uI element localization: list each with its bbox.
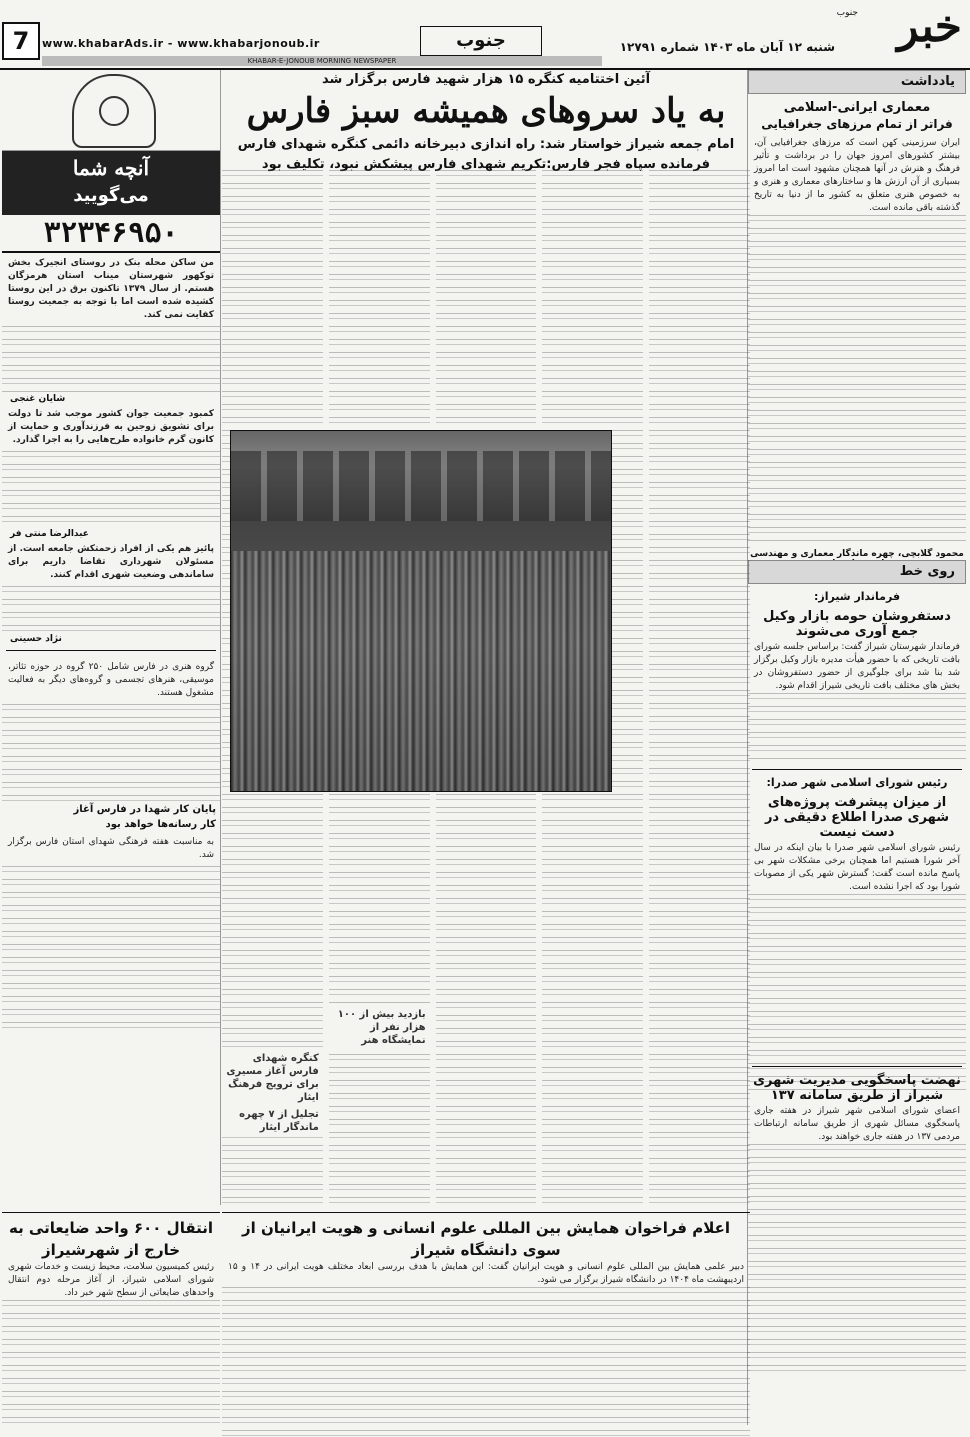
main-headline[interactable]: به یاد سروهای همیشه سبز فارس bbox=[246, 91, 726, 131]
main-kicker: آئین اختتامیه کنگره ۱۵ هزار شهید فارس برگزار شد bbox=[321, 72, 651, 87]
column-article: گروه هنری در فارس شامل ۲۵۰ گروه در حوزه تئاتر، موسیقی، هنرهای تجسمی و گروه‌های دیگر به فعالیت مشغول هستند. bbox=[8, 662, 214, 698]
divider bbox=[6, 650, 216, 651]
masthead-logo[interactable]: خبر bbox=[897, 1, 962, 52]
reader-message-continued bbox=[2, 451, 220, 529]
university-body: دبیر علمی همایش بین المللی علوم انسانی و هویت ایرانیان گفت: این همایش با هدف بررسی ابعاد مختلف هویت ایرانی در ۱۴ و ۱۵ اردیبهشت ماه ۱۴۰۴ در دانشگاه شیراز برگزار می شود. bbox=[228, 1262, 744, 1285]
dial-icon bbox=[99, 96, 129, 126]
reader-voice-sub: می‌گویید bbox=[73, 185, 149, 206]
page-number: 7 bbox=[2, 22, 40, 60]
column-subheading: کار رسانه‌ها خواهد بود bbox=[2, 817, 220, 832]
column-article-continued bbox=[2, 704, 220, 802]
accountability-body-continued bbox=[748, 1144, 966, 1374]
main-article bbox=[222, 70, 750, 1210]
reader-phone-number[interactable]: ۳۲۳۴۶۹۵۰ bbox=[2, 215, 220, 253]
main-deck-1: امام جمعه شیراز خواستار شد: راه اندازی دبیرخانه دائمی کنگره شهدای فارس bbox=[237, 137, 735, 152]
body-subheading: بازدید بیش از ۱۰۰ هزار نفر از نمایشگاه هنر bbox=[329, 1006, 430, 1049]
masthead-sub: جنوب bbox=[836, 8, 858, 18]
note-body: ایران سرزمینی کهن است که مرزهای جغرافیایی آن، بیشتر کشورهای امروز جهان را در برداشت و تأثیر فرهنگ و هنرش در آنها همچنان مشهود است اما امروز بسیاری از آن ارزش ها و ساختارهای معماری و هنری و به خصوص هنری متعلق به کشور ما از دنیا به تاریخ گذشته باقی مانده است. bbox=[754, 138, 960, 213]
section-name: جنوب bbox=[420, 26, 542, 56]
english-strip: KHABAR-E-JONOUB MORNING NEWSPAPER bbox=[42, 56, 602, 66]
divider bbox=[752, 769, 962, 770]
page-header bbox=[0, 0, 970, 70]
note-subtitle: فراتر از تمام مرزهای جغرافیایی bbox=[761, 117, 953, 131]
item1-body-continued bbox=[748, 693, 966, 763]
note-body-continued bbox=[748, 215, 966, 545]
reader-voice-title: آنچه شما bbox=[72, 156, 150, 180]
accountability-body: اعضای شورای اسلامی شهر شیراز در هفته جاری پاسخگوی مسائل شهری از طریق سامانه ارتباطات مردمی ۱۳۷ در هفته جاری خواهند بود. bbox=[754, 1106, 960, 1142]
divider bbox=[752, 1066, 962, 1067]
waste-body-continued bbox=[2, 1300, 220, 1430]
reader-message-continued bbox=[2, 326, 220, 394]
on-line-header: روی خط bbox=[748, 560, 966, 584]
item2-body: رئیس شورای اسلامی شهر صدرا با بیان اینکه در سال آخر شورا هستیم اما همچنان برخی مشکلات شهر بی پاسخ مانده است گفت: گسترش شهر یکی از مصوبات شورا بود که اجرا نشده است. bbox=[754, 843, 960, 892]
body-subheading: تجلیل از ۷ چهره ماندگار ایثار bbox=[222, 1106, 323, 1136]
item2-kicker: رئیس شورای اسلامی شهر صدرا: bbox=[766, 776, 948, 789]
telephone-icon bbox=[72, 74, 156, 148]
on-line-box bbox=[748, 560, 966, 1094]
photo-audience bbox=[231, 551, 611, 791]
reader-message: من ساکن محله بنک در روستای انجیرک بخش توکهور شهرستان میناب استان هرمزگان هستم. از سال ۱۳۷۹ تاکنون برق در این روستا کشیده شده است اما با توجه به جمعیت روستا کفایت نمی کند. bbox=[8, 258, 214, 320]
body-subheading: کنگره شهدای فارس آغاز مسیری برای ترویج فرهنگ ایثار bbox=[222, 1050, 323, 1106]
item1-body: فرماندار شهرستان شیراز گفت: براساس جلسه شورای بافت تاریخی که با حضور هیأت مدیره بازار وکیل برگزار شد بنا شد برای جلوگیری از حضور دستفروشان در بخش های مختلف بافت تاریخی شیراز اقدام شود. bbox=[754, 642, 960, 691]
item1-kicker: فرماندار شیراز: bbox=[813, 590, 901, 603]
reader-message: پائیز هم یکی از افراد زحمتکش جامعه است. از مسئولان شهرداری تقاضا داریم برای ساماندهی وضعیت شهری اقدام کنند. bbox=[8, 544, 214, 580]
reader-signature: شایان غنجی bbox=[10, 394, 66, 404]
photo-stage bbox=[231, 451, 611, 521]
reader-voice-banner bbox=[2, 151, 220, 215]
reader-message-continued bbox=[2, 586, 220, 634]
university-headline[interactable]: اعلام فراخوان همایش بین المللی علوم انسانی و هویت ایرانیان از سوی دانشگاه شیراز bbox=[242, 1219, 730, 1259]
reader-signature: نژاد حسینی bbox=[10, 634, 62, 644]
item2-headline[interactable]: از میزان پیشرفت پروژه‌های شهری صدرا اطلاع دقیقی در دست نیست bbox=[764, 795, 950, 840]
accountability-headline[interactable]: نهضت پاسخگویی مدیریت شهری شیراز از طریق سامانه ۱۳۷ bbox=[753, 1073, 961, 1103]
issue-info: شنبه ۱۲ آبان ماه ۱۴۰۳ شماره ۱۲۷۹۱ bbox=[619, 40, 835, 54]
university-article bbox=[222, 1212, 750, 1428]
column-subheading: پایان کار شهدا در فارس آغاز bbox=[2, 802, 220, 817]
website-links[interactable]: www.khabarAds.ir - www.khabarjonoub.ir bbox=[42, 37, 320, 50]
reader-message: کمبود جمعیت جوان کشور موجب شد تا دولت برای تشویق زوجین به فرزندآوری و حمایت از کانون گرم خانواده طرح‌هایی را به اجرا گذارد. bbox=[8, 409, 214, 445]
telephone-illustration bbox=[2, 70, 220, 151]
congress-photo[interactable] bbox=[230, 430, 612, 792]
note-byline: محمود گلابچی، چهره ماندگار معماری و مهندسی bbox=[750, 549, 964, 559]
column-article-continued bbox=[2, 866, 220, 1034]
body-column-1 bbox=[649, 170, 750, 1210]
item1-headline[interactable]: دستفروشان حومه بازار وکیل جمع آوری می‌شوند bbox=[763, 609, 951, 639]
note-box-header: یادداشت bbox=[748, 70, 966, 94]
note-title[interactable]: معماری ایرانی-اسلامی bbox=[783, 100, 931, 115]
column-article: به مناسبت هفته فرهنگی شهدای استان فارس برگزار شد. bbox=[8, 837, 214, 860]
reader-signature: عبدالرضا منتی فر bbox=[10, 529, 89, 539]
accountability-box bbox=[748, 1060, 966, 1374]
university-body-continued bbox=[222, 1287, 750, 1437]
main-deck-2: فرمانده سپاه فجر فارس:تکریم شهدای فارس پیشکش نبود، تکلیف بود bbox=[261, 157, 711, 172]
waste-headline[interactable]: انتقال ۶۰۰ واحد ضایعاتی به خارج از شهرشیراز bbox=[8, 1219, 214, 1259]
waste-article bbox=[2, 1212, 220, 1428]
left-column bbox=[2, 70, 221, 1205]
waste-body: رئیس کمیسیون سلامت، محیط زیست و خدمات شهری شورای اسلامی شیراز، از آغاز مرحله دوم انتقال واحدهای ضایعاتی از سطح شهر خبر داد. bbox=[8, 1262, 214, 1298]
